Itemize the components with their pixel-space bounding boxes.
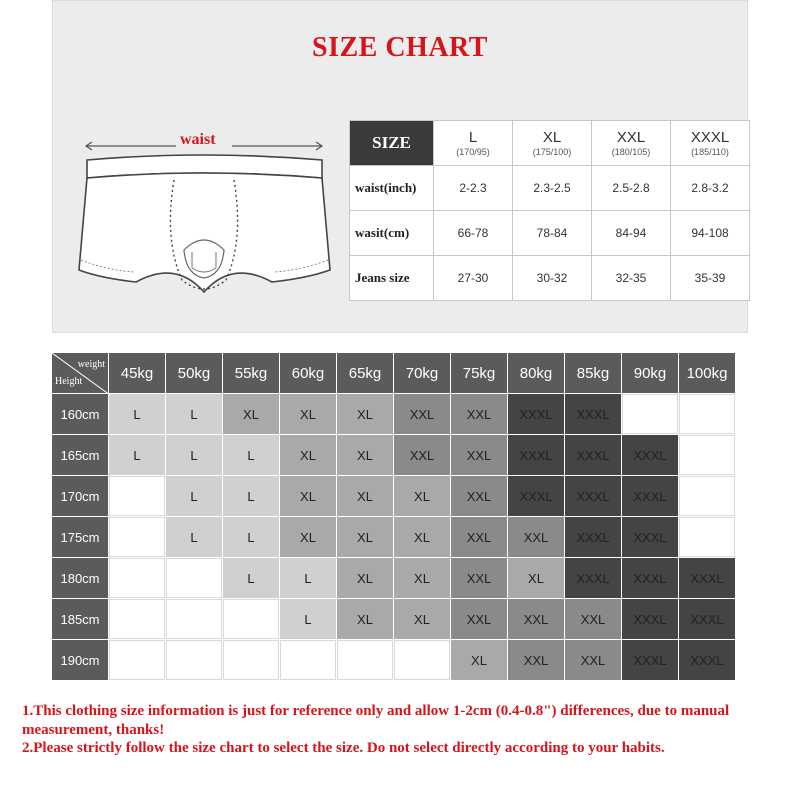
size-cell <box>109 558 166 599</box>
notes <box>22 702 792 758</box>
height-header: 180cm <box>52 558 109 599</box>
grid-row <box>52 558 736 599</box>
size-cell <box>109 517 166 558</box>
size-label: XL <box>542 129 562 146</box>
waist-label: waist <box>180 131 216 148</box>
size-cell: XXXL <box>622 517 679 558</box>
weight-header: 60kg <box>280 353 337 394</box>
spec-cell: 78-84 <box>513 211 592 256</box>
corner-weight-label: weight <box>77 359 105 370</box>
spec-row-label: wasit(cm) <box>350 211 434 256</box>
size-cell: XXXL <box>679 599 736 640</box>
size-cell: XL <box>394 558 451 599</box>
size-label: XXXL <box>690 129 730 146</box>
size-cell: XXXL <box>508 394 565 435</box>
size-cell: XL <box>337 476 394 517</box>
size-cell: XXXL <box>565 558 622 599</box>
spec-cell: 2-2.3 <box>434 166 513 211</box>
spec-cell: 30-32 <box>513 256 592 301</box>
size-cell: L <box>223 558 280 599</box>
underwear-illustration <box>72 120 342 330</box>
spec-col-xl <box>513 121 592 166</box>
spec-cell: 94-108 <box>671 211 750 256</box>
grid-row <box>52 476 736 517</box>
spec-cell: 27-30 <box>434 256 513 301</box>
size-cell: XXXL <box>622 599 679 640</box>
size-cell: XXXL <box>622 640 679 681</box>
size-cell <box>166 558 223 599</box>
size-cell: XXL <box>508 599 565 640</box>
size-sub: (180/105) <box>611 147 651 157</box>
grid-row <box>52 599 736 640</box>
size-cell: XL <box>337 435 394 476</box>
grid-body <box>52 394 736 681</box>
size-cell: XXL <box>565 599 622 640</box>
size-cell <box>223 640 280 681</box>
size-cell: L <box>280 599 337 640</box>
size-cell: XL <box>223 394 280 435</box>
weight-header: 100kg <box>679 353 736 394</box>
size-cell: XXL <box>451 599 508 640</box>
size-cell <box>223 599 280 640</box>
spec-col-l <box>434 121 513 166</box>
weight-height-size-grid <box>51 352 736 681</box>
size-cell: XXXL <box>565 476 622 517</box>
size-cell: XXL <box>451 558 508 599</box>
size-cell: XL <box>337 517 394 558</box>
grid-row <box>52 640 736 681</box>
spec-cell: 35-39 <box>671 256 750 301</box>
height-header: 190cm <box>52 640 109 681</box>
spec-col-xxxl <box>671 121 750 166</box>
size-cell: L <box>223 435 280 476</box>
size-cell: XXXL <box>622 476 679 517</box>
size-cell <box>394 640 451 681</box>
size-cell <box>679 435 736 476</box>
size-cell: XXXL <box>622 558 679 599</box>
size-cell: XL <box>337 394 394 435</box>
size-cell <box>109 599 166 640</box>
size-cell: XXXL <box>679 558 736 599</box>
size-cell: XXL <box>451 394 508 435</box>
spec-cell: 66-78 <box>434 211 513 256</box>
weight-header: 50kg <box>166 353 223 394</box>
spec-corner: SIZE <box>350 121 434 166</box>
size-cell: XL <box>337 599 394 640</box>
size-cell: XXXL <box>508 435 565 476</box>
size-cell <box>109 640 166 681</box>
size-cell: XXL <box>451 476 508 517</box>
spec-row-label: waist(inch) <box>350 166 434 211</box>
spec-col-xxl <box>592 121 671 166</box>
size-cell: L <box>109 394 166 435</box>
weight-header: 55kg <box>223 353 280 394</box>
size-cell: XXXL <box>565 517 622 558</box>
brief-body <box>79 173 330 292</box>
size-cell: L <box>166 435 223 476</box>
size-cell <box>166 599 223 640</box>
height-header: 170cm <box>52 476 109 517</box>
grid-header-row <box>52 353 736 394</box>
size-cell: XL <box>280 517 337 558</box>
size-label: XXL <box>616 129 646 146</box>
spec-cell: 32-35 <box>592 256 671 301</box>
size-cell: XXXL <box>508 476 565 517</box>
spec-cell: 84-94 <box>592 211 671 256</box>
height-header: 165cm <box>52 435 109 476</box>
note-2: 2.Please strictly follow the size chart to select the size. Do not select directly according to your habits. <box>22 740 665 756</box>
grid-row <box>52 435 736 476</box>
spec-row-label: Jeans size <box>350 256 434 301</box>
spec-row-jeans-size <box>350 256 750 301</box>
height-header: 185cm <box>52 599 109 640</box>
spec-cell: 2.5-2.8 <box>592 166 671 211</box>
weight-header: 80kg <box>508 353 565 394</box>
grid-row <box>52 517 736 558</box>
size-cell: L <box>223 476 280 517</box>
size-cell: XXL <box>451 517 508 558</box>
spec-row-waist-inch <box>350 166 750 211</box>
size-cell: XL <box>394 517 451 558</box>
weight-header: 65kg <box>337 353 394 394</box>
size-cell: XL <box>394 476 451 517</box>
note-1: 1.This clothing size information is just for reference only and allow 1-2cm (0.4-0.8") differences, due to manual measurement, thanks! <box>22 703 730 738</box>
grid-corner <box>52 353 109 394</box>
size-cell: XXXL <box>679 640 736 681</box>
size-cell: XXL <box>394 394 451 435</box>
grid-row <box>52 394 736 435</box>
corner-height-label: Height <box>55 376 83 387</box>
size-cell: L <box>280 558 337 599</box>
size-cell: L <box>166 394 223 435</box>
size-cell: XL <box>394 599 451 640</box>
size-cell <box>679 394 736 435</box>
size-cell: XXL <box>508 640 565 681</box>
size-cell: XL <box>337 558 394 599</box>
height-header: 160cm <box>52 394 109 435</box>
size-cell: XXL <box>565 640 622 681</box>
weight-header: 70kg <box>394 353 451 394</box>
spec-header-row <box>350 121 750 166</box>
size-cell <box>109 476 166 517</box>
size-label: L <box>468 129 478 146</box>
size-cell: L <box>166 476 223 517</box>
size-cell: XL <box>451 640 508 681</box>
size-cell: XL <box>280 476 337 517</box>
size-cell <box>166 640 223 681</box>
weight-header: 90kg <box>622 353 679 394</box>
size-cell <box>679 517 736 558</box>
size-cell: XXXL <box>565 435 622 476</box>
spec-row-waist-cm <box>350 211 750 256</box>
size-cell <box>337 640 394 681</box>
size-spec-table <box>349 120 750 301</box>
weight-header: 85kg <box>565 353 622 394</box>
size-cell: XXL <box>508 517 565 558</box>
size-cell: XXL <box>394 435 451 476</box>
size-cell: L <box>109 435 166 476</box>
size-cell <box>622 394 679 435</box>
size-sub: (185/110) <box>691 147 729 157</box>
weight-header: 75kg <box>451 353 508 394</box>
size-cell: XXXL <box>622 435 679 476</box>
size-cell: XL <box>508 558 565 599</box>
spec-cell: 2.8-3.2 <box>671 166 750 211</box>
size-cell: L <box>166 517 223 558</box>
size-cell: XXXL <box>565 394 622 435</box>
size-cell: XL <box>280 394 337 435</box>
size-cell: XXL <box>451 435 508 476</box>
page-title: SIZE CHART <box>312 32 488 63</box>
size-sub: (170/95) <box>456 147 490 157</box>
height-header: 175cm <box>52 517 109 558</box>
weight-header: 45kg <box>109 353 166 394</box>
size-cell: XL <box>280 435 337 476</box>
size-cell: L <box>223 517 280 558</box>
spec-cell: 2.3-2.5 <box>513 166 592 211</box>
size-cell <box>679 476 736 517</box>
size-cell <box>280 640 337 681</box>
size-sub: (175/100) <box>532 147 572 157</box>
